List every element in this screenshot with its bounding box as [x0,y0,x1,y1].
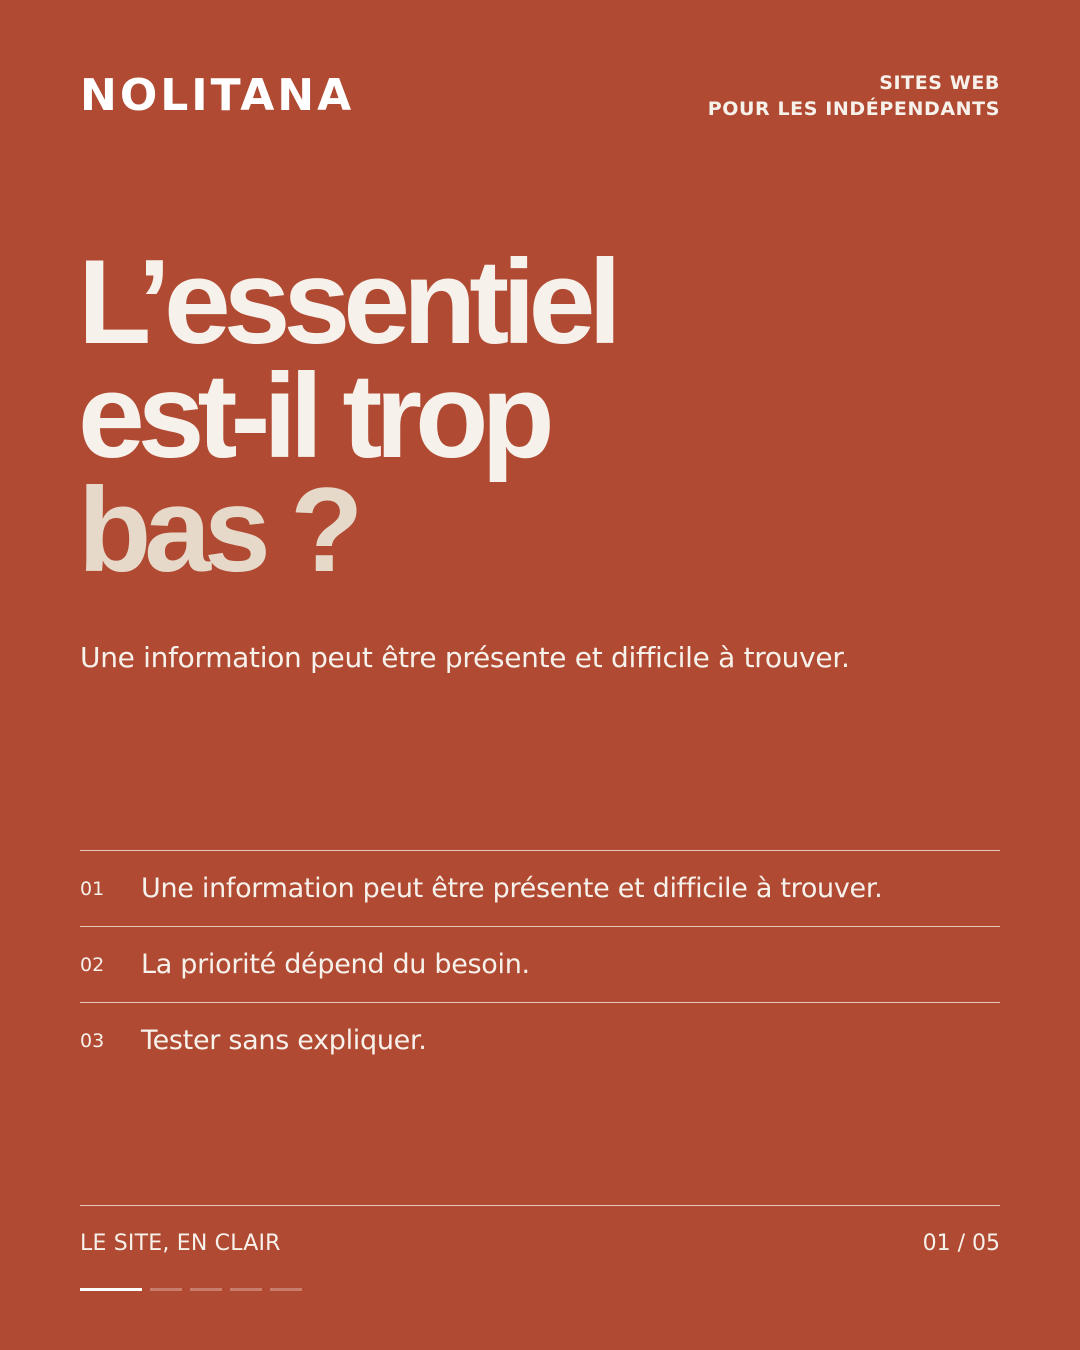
brand-logo [80,72,354,120]
headline-line-3: bas ? [78,463,357,597]
list-item [80,927,1000,1003]
tagline-line-2: POUR LES INDÉPENDANTS [707,98,1000,120]
pagination-segment [230,1288,262,1291]
brand-logo-text: NOLITANA [80,70,355,121]
headline-line-1: L’essentiel [78,235,615,369]
headline [78,235,615,597]
points-list [80,850,1000,1078]
point-number: 02 [80,953,105,976]
footer-divider [80,1205,1000,1206]
headline-line-2: est-il trop [78,349,548,483]
page-counter: 01 / 05 [922,1231,1000,1256]
pagination-segment [190,1288,222,1291]
point-number: 03 [80,1029,105,1052]
pagination-segment [150,1288,182,1291]
list-item [80,851,1000,927]
point-number: 01 [80,877,105,900]
tagline-line-1: SITES WEB [879,72,1000,94]
subtitle: Une information peut être présente et difficile à trouver. [80,641,850,674]
point-text: Tester sans expliquer. [141,1025,427,1056]
tagline [708,70,1000,122]
pagination-indicator [80,1288,302,1292]
point-text: La priorité dépend du besoin. [141,949,530,980]
list-item [80,1003,1000,1078]
pagination-segment-active [80,1288,142,1291]
pagination-segment [270,1288,302,1291]
point-text: Une information peut être présente et difficile à trouver. [141,873,883,904]
footer-label: LE SITE, EN CLAIR [80,1231,281,1256]
